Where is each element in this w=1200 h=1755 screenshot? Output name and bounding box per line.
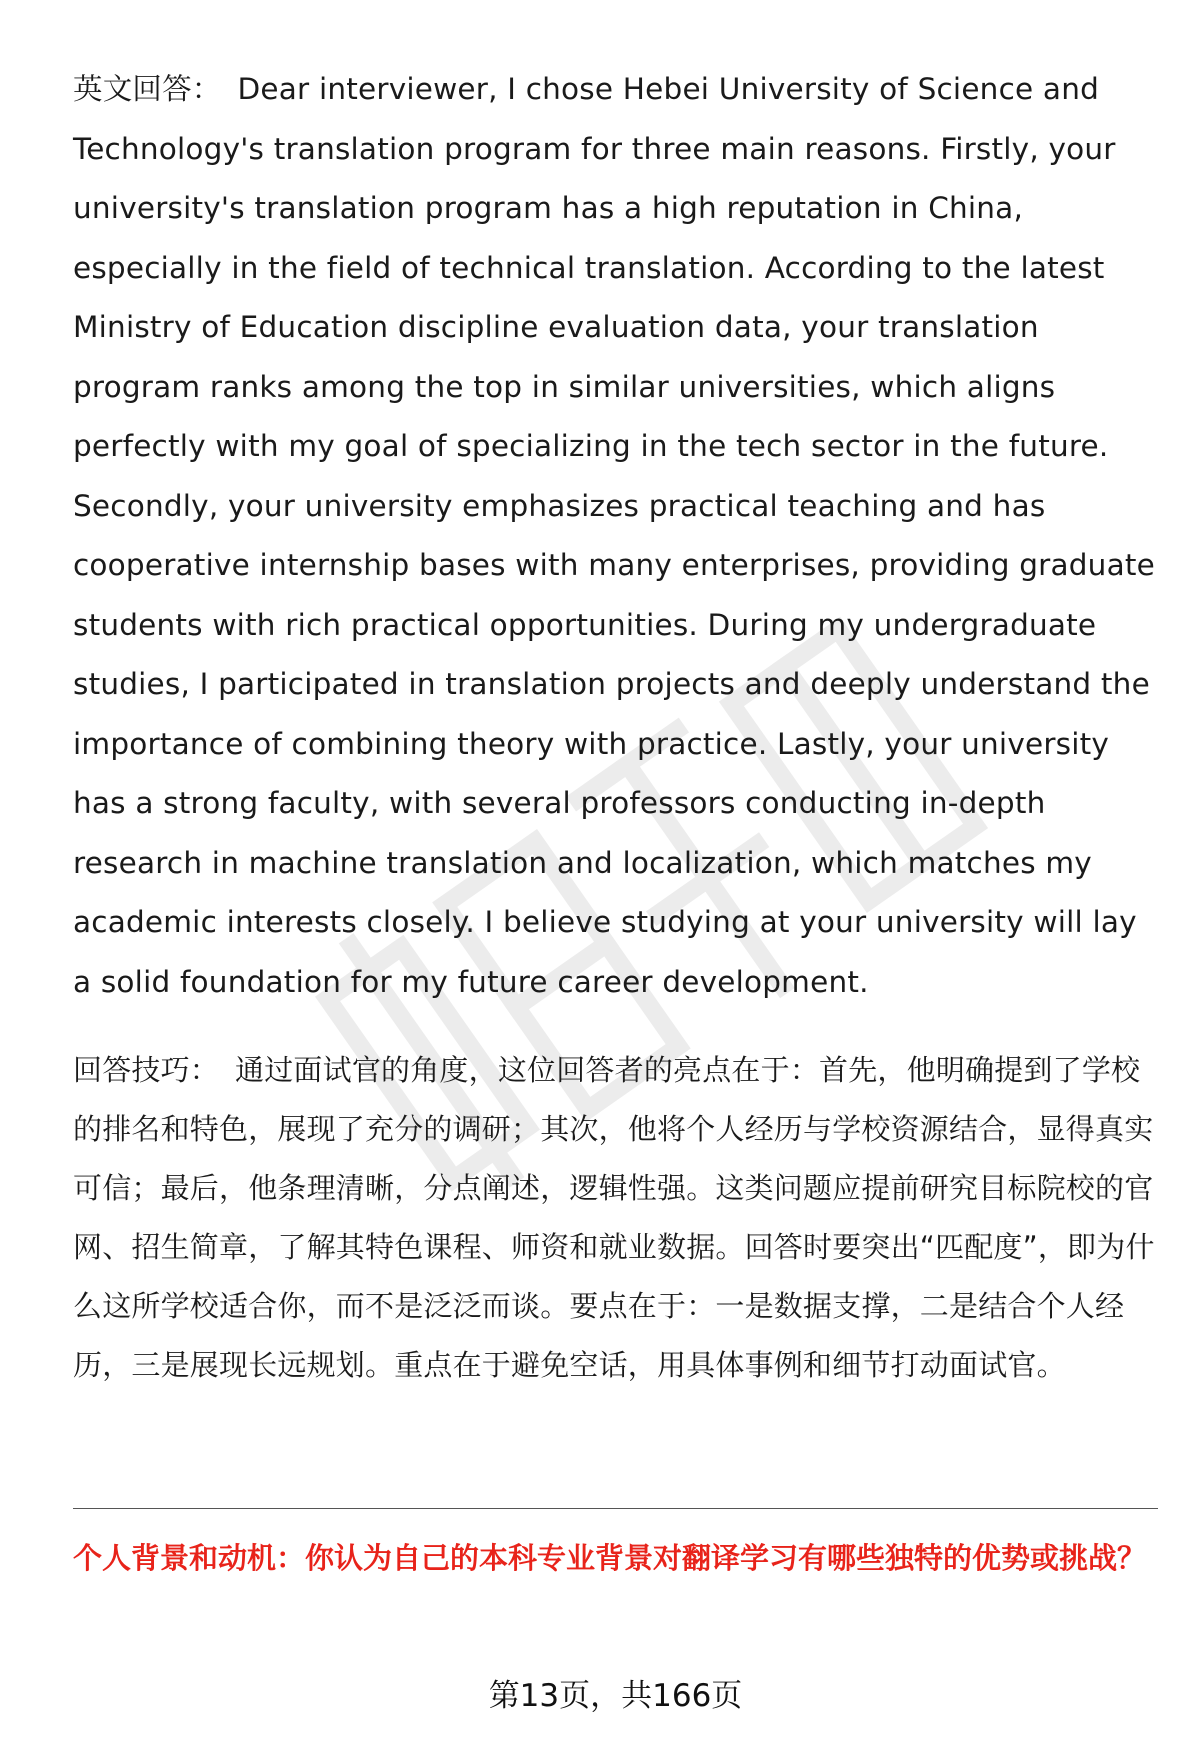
- english-answer-text: Dear interviewer, I chose Hebei University of Science and Technology's translation program for three main reasons. Firstly, your university's translation program has a high reputation in China, especially in the field of technical translation. According to the latest Ministry of Education discipline evaluation data, your translation program ranks among the top in similar universities, which aligns perfectly with my goal of specializing in the tech sector in the future. Secondly, your university emphasizes practical teaching and has cooperative internship bases with many enterprises, providing graduate students with rich practical opportunities. During my undergraduate studies, I participated in translation projects and deeply understand the importance of combining theory with practice. Lastly, your university has a strong faculty, with several professors conducting in-depth research in machine translation and localization, which matches my academic interests closely. I believe studying at your university will lay a solid foundation for my future career development.: [73, 72, 1155, 999]
- english-answer-paragraph: [73, 60, 1158, 1012]
- document-page: [73, 0, 1158, 1755]
- english-answer-label: 英文回答：: [73, 72, 222, 106]
- answer-tips-label: 回答技巧：: [73, 1053, 220, 1087]
- answer-tips-text: 通过面试官的角度，这位回答者的亮点在于：首先，他明确提到了学校的排名和特色，展现了充分的调研；其次，他将个人经历与学校资源结合，显得真实可信；最后，他条理清晰，分点阐述，逻辑性强。这类问题应提前研究目标院校的官网、招生简章，了解其特色课程、师资和就业数据。回答时要突出“匹配度”，即为什么这所学校适合你，而不是泛泛而谈。要点在于：一是数据支撑，二是结合个人经历，三是展现长远规划。重点在于避免空话，用具体事例和细节打动面试官。: [73, 1053, 1155, 1382]
- section-divider: [73, 1508, 1158, 1509]
- page-number-footer: 第13页，共166页: [488, 1678, 743, 1714]
- next-question-heading: 个人背景和动机：你认为自己的本科专业背景对翻译学习有哪些独特的优势或挑战？: [73, 1541, 1147, 1575]
- answer-tips-paragraph: [73, 1041, 1158, 1395]
